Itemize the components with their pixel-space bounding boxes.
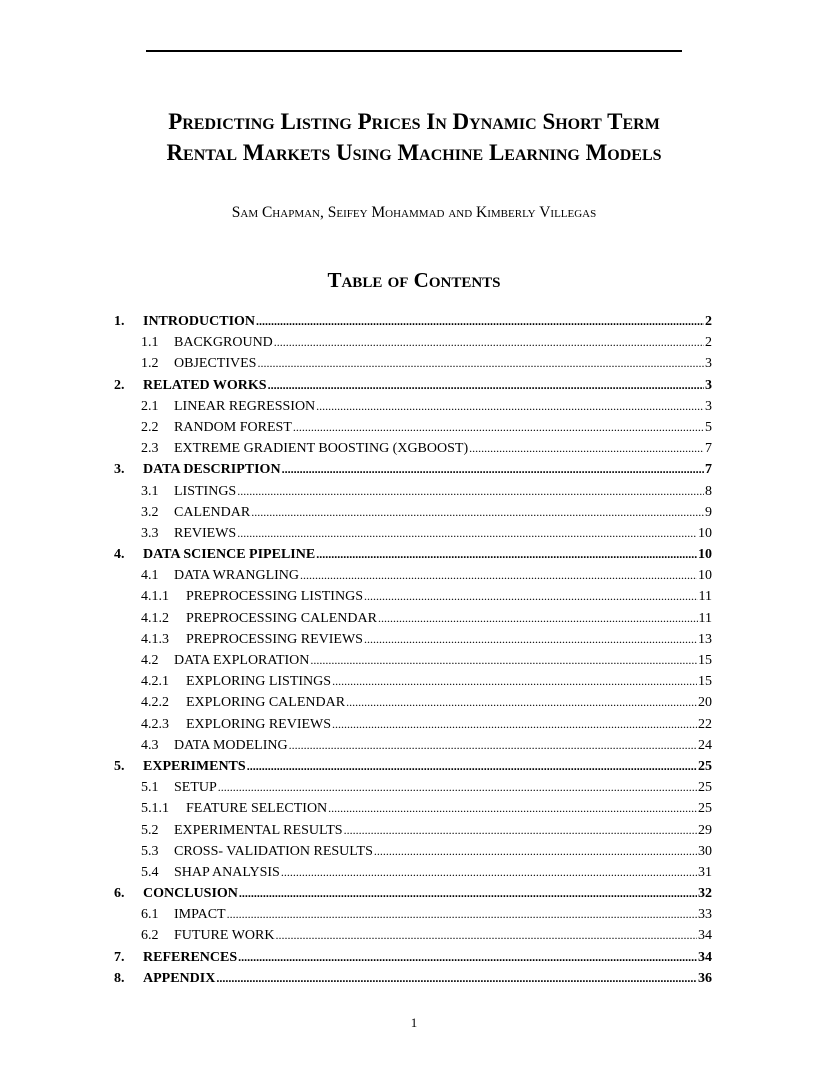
toc-entry-title: INTRODUCTION — [143, 314, 256, 329]
toc-entry-number: 2. — [114, 377, 125, 393]
toc-entry-number: 7. — [114, 949, 125, 965]
toc-entry-title: RELATED WORKS — [143, 377, 267, 393]
toc-dot-leader — [316, 399, 704, 414]
toc-dot-leader — [289, 738, 697, 753]
toc-entry-title: REFERENCES — [143, 949, 238, 965]
toc-entry-title: CROSS- VALIDATION RESULTS — [174, 843, 373, 859]
toc-dot-leader — [216, 971, 697, 986]
toc-entry-number: 5.3 — [141, 843, 159, 859]
toc-entry-page: 13 — [698, 631, 712, 647]
toc-entry[interactable] — [114, 526, 712, 547]
toc-entry-page: 3 — [705, 377, 712, 393]
toc-entry[interactable] — [114, 484, 712, 505]
toc-entry-page: 20 — [698, 695, 712, 711]
toc-dot-leader — [282, 462, 704, 477]
toc-entry[interactable] — [114, 674, 712, 695]
toc-entry-page: 3 — [705, 356, 712, 372]
toc-entry-page: 31 — [698, 864, 712, 880]
toc-entry-number: 4.1.1 — [141, 589, 169, 605]
toc-dot-leader — [374, 844, 697, 859]
toc-entry-title: DATA SCIENCE PIPELINE — [143, 547, 316, 563]
toc-entry-title: LISTINGS — [174, 483, 237, 499]
toc-entry-number: 4.1 — [141, 568, 159, 584]
toc-entry[interactable] — [114, 378, 712, 399]
toc-entry[interactable] — [114, 844, 712, 865]
toc-entry-number: 5.4 — [141, 864, 159, 880]
toc-entry-page: 10 — [698, 547, 712, 563]
toc-dot-leader — [328, 801, 697, 816]
toc-entry-number: 1.1 — [141, 335, 159, 351]
toc-entry-title: REVIEWS — [174, 525, 237, 541]
toc-entry-page: 32 — [698, 886, 712, 902]
toc-entry-number: 3.2 — [141, 504, 159, 520]
toc-entry-page: 11 — [698, 589, 712, 605]
toc-dot-leader — [268, 378, 704, 393]
toc-entry[interactable] — [114, 971, 712, 992]
toc-dot-leader — [275, 928, 697, 943]
toc-entry-title: EXPERIMENTAL RESULTS — [174, 822, 343, 838]
toc-entry-page: 15 — [698, 674, 712, 690]
toc-entry-title: CALENDAR — [174, 504, 251, 520]
toc-dot-leader — [293, 420, 704, 435]
toc-entry-page: 33 — [698, 907, 712, 923]
toc-entry-number: 1.2 — [141, 356, 159, 372]
toc-entry-title: LINEAR REGRESSION — [174, 398, 316, 414]
toc-entry[interactable] — [114, 611, 712, 632]
toc-dot-leader — [218, 780, 697, 795]
toc-entry[interactable] — [114, 928, 712, 949]
toc-entry-page: 25 — [698, 801, 712, 817]
toc-entry-title: DATA WRANGLING — [174, 568, 300, 584]
toc-entry-page: 7 — [705, 441, 712, 457]
toc-dot-leader — [332, 674, 697, 689]
toc-entry-number: 1. — [114, 314, 125, 329]
toc-entry-page: 3 — [705, 398, 712, 414]
toc-entry-title: OBJECTIVES — [174, 356, 257, 372]
title-line-2: Rental Markets Using Machine Learning Models — [166, 140, 662, 165]
toc-entry-title: IMPACT — [174, 907, 226, 923]
toc-entry-number: 4.3 — [141, 737, 159, 753]
authors: Sam Chapman, Seifey Mohammad and Kimberly Villegas — [231, 204, 597, 221]
toc-entry-title: RANDOM FOREST — [174, 419, 292, 435]
toc-entry-title: EXPERIMENTS — [143, 758, 246, 774]
toc-dot-leader — [281, 865, 697, 880]
toc-entry[interactable] — [114, 441, 712, 462]
toc-entry-page: 29 — [698, 822, 712, 838]
toc-dot-leader — [238, 950, 697, 965]
toc-entry[interactable] — [114, 314, 712, 335]
toc-entry[interactable] — [114, 589, 712, 610]
toc-dot-leader — [237, 526, 697, 541]
toc-dot-leader — [378, 611, 698, 626]
toc-entry-page: 11 — [698, 610, 712, 626]
toc-entry-number: 3.1 — [141, 483, 159, 499]
toc-entry-title: PREPROCESSING REVIEWS — [186, 631, 363, 647]
toc-entry-number: 3.3 — [141, 525, 159, 541]
toc-dot-leader — [237, 484, 704, 499]
toc-entry-number: 4.1.2 — [141, 610, 169, 626]
toc-entry[interactable] — [114, 653, 712, 674]
toc-entry-number: 4. — [114, 547, 125, 563]
toc-entry-number: 2.1 — [141, 398, 159, 414]
toc-entry-page: 2 — [705, 335, 712, 351]
toc-entry-title: PREPROCESSING CALENDAR — [186, 610, 377, 626]
toc-entry-title: FUTURE WORK — [174, 928, 275, 944]
toc-entry[interactable] — [114, 547, 712, 568]
toc-entry-number: 5. — [114, 758, 125, 774]
toc-entry-page: 15 — [698, 653, 712, 668]
toc-entry-title: EXTREME GRADIENT BOOSTING (XGBOOST) — [174, 441, 469, 457]
toc-dot-leader — [332, 717, 697, 732]
toc-entry-number: 5.2 — [141, 822, 159, 838]
toc-entry-title: DATA DESCRIPTION — [143, 462, 281, 478]
toc-entry-page: 7 — [705, 462, 712, 478]
toc-entry[interactable] — [114, 780, 712, 801]
toc-entry-title: EXPLORING LISTINGS — [186, 674, 332, 690]
toc-entry-number: 8. — [114, 970, 125, 986]
toc-dot-leader — [344, 823, 697, 838]
toc-entry-title: SHAP ANALYSIS — [174, 864, 280, 880]
toc-entry-number: 4.2 — [141, 653, 159, 668]
toc-entry-page: 8 — [705, 483, 712, 499]
toc-entry-page: 25 — [698, 758, 712, 774]
toc-entry-page: 10 — [698, 568, 712, 584]
toc-entry[interactable] — [114, 568, 712, 589]
toc-entry-title: BACKGROUND — [174, 335, 273, 351]
toc-entry[interactable] — [114, 865, 712, 886]
toc-entry-page: 34 — [698, 928, 712, 944]
toc-entry-page: 22 — [698, 716, 712, 732]
toc-entry-page: 25 — [698, 780, 712, 796]
toc-entry[interactable] — [114, 823, 712, 844]
toc-entry-page: 34 — [698, 949, 712, 965]
toc-entry[interactable] — [114, 356, 712, 377]
toc-dot-leader — [469, 441, 704, 456]
toc-entry[interactable] — [114, 632, 712, 653]
toc-entry[interactable] — [114, 738, 712, 759]
toc-entry-number: 2.2 — [141, 419, 159, 435]
toc-entry-page: 30 — [698, 843, 712, 859]
toc-entry-title: DATA MODELING — [174, 737, 288, 753]
toc-dot-leader — [257, 356, 704, 371]
toc-dot-leader — [316, 547, 697, 562]
toc-entry[interactable] — [114, 335, 712, 356]
toc-entry-number: 2.3 — [141, 441, 159, 457]
toc-dot-leader — [346, 695, 697, 710]
toc-dot-leader — [256, 314, 704, 329]
toc-entry-number: 6. — [114, 886, 125, 902]
toc-entry[interactable] — [114, 801, 712, 822]
toc-entry[interactable] — [114, 399, 712, 420]
table-of-contents — [114, 314, 712, 992]
toc-entry-number: 4.2.1 — [141, 674, 169, 690]
toc-entry-title: SETUP — [174, 780, 217, 796]
toc-entry-title: CONCLUSION — [143, 886, 238, 902]
toc-entry[interactable] — [114, 950, 712, 971]
toc-entry-title: FEATURE SELECTION — [186, 801, 328, 817]
toc-entry[interactable] — [114, 695, 712, 716]
toc-entry[interactable] — [114, 759, 712, 780]
toc-entry[interactable] — [114, 462, 712, 483]
document-title — [0, 106, 828, 168]
toc-entry-title: APPENDIX — [143, 970, 216, 986]
toc-dot-leader — [300, 568, 697, 583]
toc-entry-page: 2 — [705, 314, 712, 329]
toc-dot-leader — [364, 589, 698, 604]
toc-dot-leader — [310, 653, 697, 668]
toc-entry-number: 4.2.3 — [141, 716, 169, 732]
toc-entry-page: 5 — [705, 419, 712, 435]
toc-entry-page: 9 — [705, 504, 712, 520]
toc-entry-number: 5.1 — [141, 780, 159, 796]
toc-entry-page: 24 — [698, 737, 712, 753]
toc-dot-leader — [239, 886, 697, 901]
toc-entry[interactable] — [114, 717, 712, 738]
toc-entry-title: EXPLORING REVIEWS — [186, 716, 332, 732]
toc-entry-number: 4.1.3 — [141, 631, 169, 647]
toc-dot-leader — [274, 335, 704, 350]
toc-entry[interactable] — [114, 505, 712, 526]
top-horizontal-rule — [146, 50, 682, 52]
toc-entry-number: 6.2 — [141, 928, 159, 944]
toc-entry-number: 4.2.2 — [141, 695, 169, 711]
toc-entry-page: 36 — [698, 970, 712, 986]
title-line-1: Predicting Listing Prices In Dynamic Short Term — [168, 109, 660, 134]
toc-dot-leader — [364, 632, 697, 647]
toc-entry-page: 10 — [698, 525, 712, 541]
toc-entry-number: 5.1.1 — [141, 801, 169, 817]
toc-entry[interactable] — [114, 907, 712, 928]
toc-heading: Table of Contents — [327, 268, 501, 292]
toc-dot-leader — [227, 907, 697, 922]
toc-dot-leader — [251, 505, 704, 520]
toc-entry[interactable] — [114, 886, 712, 907]
toc-entry-number: 6.1 — [141, 907, 159, 923]
toc-entry[interactable] — [114, 420, 712, 441]
toc-entry-title: PREPROCESSING LISTINGS — [186, 589, 363, 605]
toc-entry-title: DATA EXPLORATION — [174, 653, 310, 668]
toc-entry-title: EXPLORING CALENDAR — [186, 695, 346, 711]
page-number: 1 — [410, 1015, 418, 1030]
toc-dot-leader — [247, 759, 697, 774]
toc-entry-number: 3. — [114, 462, 125, 478]
